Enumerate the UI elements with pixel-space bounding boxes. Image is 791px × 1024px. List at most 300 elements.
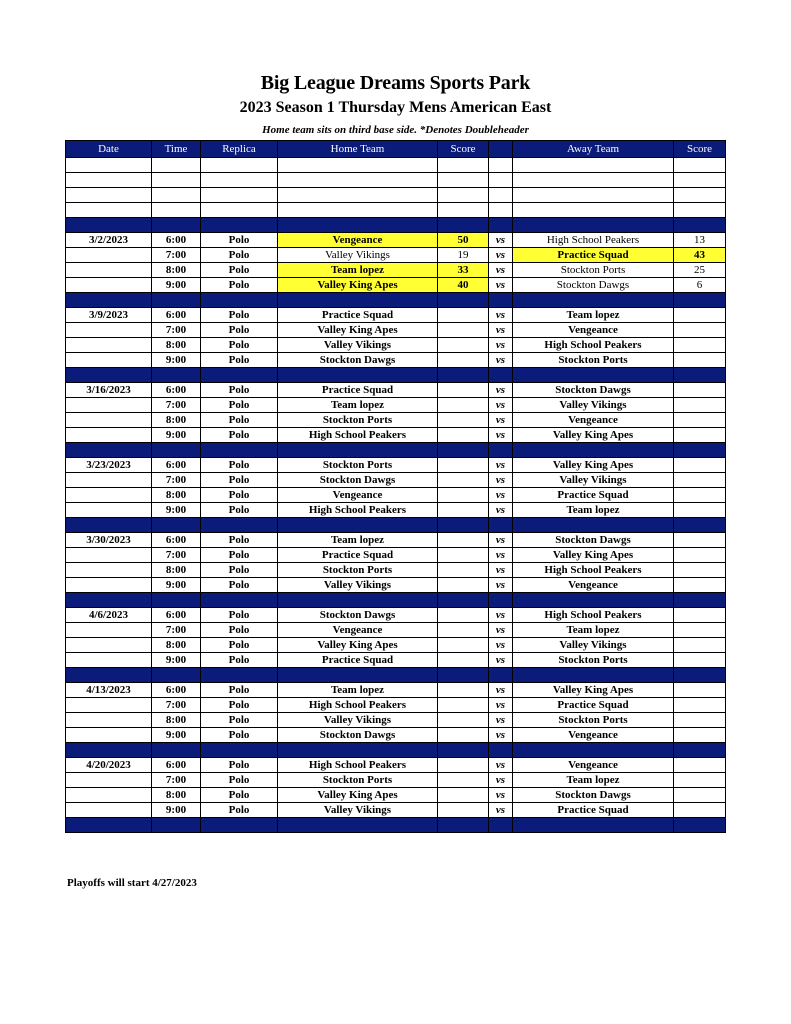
- home-team: Team lopez: [278, 263, 438, 278]
- week-separator: [66, 668, 726, 683]
- vs-label: vs: [489, 533, 513, 548]
- game-date: [66, 428, 152, 443]
- away-score: [674, 533, 726, 548]
- away-team: Practice Squad: [513, 488, 674, 503]
- week-separator-cell: [489, 818, 513, 833]
- game-field: Polo: [201, 623, 278, 638]
- away-team: High School Peakers: [513, 608, 674, 623]
- away-score: [674, 428, 726, 443]
- game-time: 6:00: [152, 233, 201, 248]
- away-score: [674, 458, 726, 473]
- game-time: 7:00: [152, 773, 201, 788]
- game-time: 8:00: [152, 263, 201, 278]
- game-date: [66, 503, 152, 518]
- away-score: [674, 698, 726, 713]
- game-date: 4/20/2023: [66, 758, 152, 773]
- week-separator-cell: [278, 818, 438, 833]
- week-separator-cell: [278, 293, 438, 308]
- vs-label: vs: [489, 278, 513, 293]
- vs-label: vs: [489, 503, 513, 518]
- away-team: Valley King Apes: [513, 458, 674, 473]
- away-score: [674, 608, 726, 623]
- game-row: [66, 233, 726, 248]
- game-row: [66, 563, 726, 578]
- away-team: Team lopez: [513, 773, 674, 788]
- game-field: Polo: [201, 728, 278, 743]
- empty-row-cell: [278, 158, 438, 173]
- empty-row-cell: [278, 173, 438, 188]
- week-separator-cell: [201, 668, 278, 683]
- week-separator-cell: [201, 293, 278, 308]
- game-date: [66, 398, 152, 413]
- away-team: Vengeance: [513, 758, 674, 773]
- week-separator-cell: [201, 368, 278, 383]
- empty-row-cell: [674, 188, 726, 203]
- home-team: High School Peakers: [278, 428, 438, 443]
- game-field: Polo: [201, 278, 278, 293]
- week-separator-cell: [438, 218, 489, 233]
- game-row: [66, 698, 726, 713]
- game-time: 9:00: [152, 353, 201, 368]
- vs-label: vs: [489, 758, 513, 773]
- empty-row-cell: [438, 203, 489, 218]
- away-score: [674, 788, 726, 803]
- week-separator-cell: [513, 743, 674, 758]
- home-team: High School Peakers: [278, 758, 438, 773]
- home-team: Team lopez: [278, 533, 438, 548]
- away-score: [674, 488, 726, 503]
- empty-row: [66, 203, 726, 218]
- empty-row-cell: [438, 158, 489, 173]
- week-separator-cell: [152, 818, 201, 833]
- week-separator-cell: [489, 743, 513, 758]
- week-separator-cell: [152, 668, 201, 683]
- vs-label: vs: [489, 323, 513, 338]
- week-separator-cell: [489, 443, 513, 458]
- game-field: Polo: [201, 233, 278, 248]
- game-row: [66, 473, 726, 488]
- week-separator-cell: [278, 668, 438, 683]
- game-time: 6:00: [152, 758, 201, 773]
- game-time: 8:00: [152, 788, 201, 803]
- game-field: Polo: [201, 563, 278, 578]
- game-time: 7:00: [152, 548, 201, 563]
- week-separator-cell: [278, 593, 438, 608]
- game-date: [66, 623, 152, 638]
- home-score: [438, 383, 489, 398]
- game-time: 7:00: [152, 473, 201, 488]
- home-team: Valley Vikings: [278, 803, 438, 818]
- empty-row-cell: [489, 188, 513, 203]
- empty-row-cell: [66, 173, 152, 188]
- away-team: Stockton Dawgs: [513, 788, 674, 803]
- vs-label: vs: [489, 488, 513, 503]
- game-date: 3/2/2023: [66, 233, 152, 248]
- week-separator-cell: [513, 818, 674, 833]
- week-separator-cell: [489, 518, 513, 533]
- vs-label: vs: [489, 773, 513, 788]
- away-team: Practice Squad: [513, 248, 674, 263]
- away-team: Practice Squad: [513, 803, 674, 818]
- home-score: [438, 533, 489, 548]
- home-team: Valley Vikings: [278, 713, 438, 728]
- week-separator-cell: [278, 443, 438, 458]
- away-team: Stockton Ports: [513, 713, 674, 728]
- home-team: Vengeance: [278, 623, 438, 638]
- week-separator-cell: [674, 593, 726, 608]
- vs-label: vs: [489, 308, 513, 323]
- week-separator: [66, 293, 726, 308]
- game-row: [66, 323, 726, 338]
- week-separator-cell: [489, 668, 513, 683]
- away-score: [674, 713, 726, 728]
- home-team: Valley Vikings: [278, 248, 438, 263]
- week-separator-cell: [152, 368, 201, 383]
- away-score: [674, 653, 726, 668]
- week-separator-cell: [201, 818, 278, 833]
- game-time: 9:00: [152, 428, 201, 443]
- game-field: Polo: [201, 548, 278, 563]
- home-team: Valley Vikings: [278, 578, 438, 593]
- game-time: 8:00: [152, 488, 201, 503]
- week-separator-cell: [66, 593, 152, 608]
- page-subtitle: 2023 Season 1 Thursday Mens American East: [239, 99, 552, 116]
- game-date: [66, 803, 152, 818]
- home-team: Stockton Dawgs: [278, 728, 438, 743]
- week-separator-cell: [438, 368, 489, 383]
- away-team: Valley Vikings: [513, 473, 674, 488]
- week-separator-cell: [438, 293, 489, 308]
- week-separator-cell: [438, 518, 489, 533]
- game-row: [66, 803, 726, 818]
- game-row: [66, 653, 726, 668]
- away-score: [674, 353, 726, 368]
- week-separator-cell: [152, 293, 201, 308]
- week-separator-cell: [438, 668, 489, 683]
- week-separator: [66, 443, 726, 458]
- game-date: [66, 728, 152, 743]
- game-date: [66, 413, 152, 428]
- home-score: [438, 413, 489, 428]
- away-score: [674, 803, 726, 818]
- away-score: [674, 578, 726, 593]
- empty-row-cell: [201, 173, 278, 188]
- game-time: 9:00: [152, 578, 201, 593]
- away-team: Stockton Ports: [513, 353, 674, 368]
- week-separator-cell: [513, 518, 674, 533]
- empty-row-cell: [674, 158, 726, 173]
- game-date: [66, 788, 152, 803]
- home-score: [438, 683, 489, 698]
- home-score: [438, 578, 489, 593]
- empty-row-cell: [489, 158, 513, 173]
- col-header-time: Time: [152, 141, 201, 158]
- week-separator-cell: [674, 818, 726, 833]
- away-team: Stockton Dawgs: [513, 383, 674, 398]
- game-field: Polo: [201, 533, 278, 548]
- game-field: Polo: [201, 758, 278, 773]
- vs-label: vs: [489, 698, 513, 713]
- col-header-home-team: Home Team: [278, 141, 438, 158]
- home-score: [438, 698, 489, 713]
- col-header-away-team: Away Team: [513, 141, 674, 158]
- game-row: [66, 488, 726, 503]
- home-score: [438, 353, 489, 368]
- home-team: Valley King Apes: [278, 323, 438, 338]
- away-team: Vengeance: [513, 323, 674, 338]
- away-team: High School Peakers: [513, 233, 674, 248]
- home-score: [438, 758, 489, 773]
- empty-row-cell: [674, 203, 726, 218]
- vs-label: vs: [489, 803, 513, 818]
- vs-label: vs: [489, 638, 513, 653]
- game-date: [66, 488, 152, 503]
- home-team: Stockton Ports: [278, 413, 438, 428]
- game-time: 9:00: [152, 803, 201, 818]
- away-score: [674, 473, 726, 488]
- schedule-body: [66, 158, 726, 833]
- game-row: [66, 458, 726, 473]
- game-field: Polo: [201, 353, 278, 368]
- week-separator-cell: [513, 443, 674, 458]
- home-score: 19: [438, 248, 489, 263]
- vs-label: vs: [489, 578, 513, 593]
- game-field: Polo: [201, 788, 278, 803]
- game-field: Polo: [201, 803, 278, 818]
- week-separator-cell: [201, 443, 278, 458]
- game-time: 8:00: [152, 413, 201, 428]
- game-date: [66, 323, 152, 338]
- home-team: Team lopez: [278, 398, 438, 413]
- week-separator-cell: [201, 743, 278, 758]
- away-score: [674, 413, 726, 428]
- empty-row-cell: [66, 158, 152, 173]
- game-field: Polo: [201, 683, 278, 698]
- game-row: [66, 413, 726, 428]
- col-header-vs: [489, 141, 513, 158]
- game-time: 7:00: [152, 698, 201, 713]
- week-separator-cell: [674, 368, 726, 383]
- game-row: [66, 758, 726, 773]
- game-field: Polo: [201, 473, 278, 488]
- game-time: 8:00: [152, 563, 201, 578]
- week-separator-cell: [489, 368, 513, 383]
- playoffs-note: Playoffs will start 4/27/2023: [67, 877, 197, 889]
- home-score: [438, 308, 489, 323]
- week-separator-cell: [489, 593, 513, 608]
- away-team: Valley King Apes: [513, 428, 674, 443]
- game-date: 3/30/2023: [66, 533, 152, 548]
- empty-row-cell: [201, 158, 278, 173]
- home-team: Vengeance: [278, 488, 438, 503]
- vs-label: vs: [489, 353, 513, 368]
- away-score: 6: [674, 278, 726, 293]
- game-row: [66, 578, 726, 593]
- home-team: Stockton Ports: [278, 458, 438, 473]
- home-score: [438, 338, 489, 353]
- game-row: [66, 353, 726, 368]
- game-time: 9:00: [152, 503, 201, 518]
- game-field: Polo: [201, 413, 278, 428]
- vs-label: vs: [489, 383, 513, 398]
- empty-row-cell: [278, 203, 438, 218]
- game-field: Polo: [201, 608, 278, 623]
- home-team: Stockton Dawgs: [278, 353, 438, 368]
- page-title: Big League Dreams Sports Park: [260, 72, 531, 94]
- home-team: High School Peakers: [278, 503, 438, 518]
- week-separator-cell: [489, 293, 513, 308]
- week-separator-cell: [674, 668, 726, 683]
- week-separator-cell: [152, 593, 201, 608]
- vs-label: vs: [489, 788, 513, 803]
- empty-row-cell: [438, 188, 489, 203]
- away-score: [674, 308, 726, 323]
- empty-row-cell: [674, 173, 726, 188]
- home-score: 40: [438, 278, 489, 293]
- empty-row-cell: [66, 203, 152, 218]
- game-time: 9:00: [152, 653, 201, 668]
- home-score: [438, 608, 489, 623]
- vs-label: vs: [489, 713, 513, 728]
- home-score: [438, 773, 489, 788]
- vs-label: vs: [489, 233, 513, 248]
- week-separator-cell: [513, 293, 674, 308]
- home-team: Practice Squad: [278, 383, 438, 398]
- empty-row: [66, 188, 726, 203]
- home-score: [438, 653, 489, 668]
- home-score: [438, 428, 489, 443]
- week-separator-cell: [438, 593, 489, 608]
- away-score: [674, 338, 726, 353]
- game-row: [66, 383, 726, 398]
- game-row: [66, 263, 726, 278]
- away-team: Stockton Dawgs: [513, 533, 674, 548]
- week-separator: [66, 218, 726, 233]
- away-team: Stockton Ports: [513, 263, 674, 278]
- game-field: Polo: [201, 713, 278, 728]
- week-separator-cell: [278, 218, 438, 233]
- home-score: [438, 548, 489, 563]
- week-separator-cell: [674, 443, 726, 458]
- vs-label: vs: [489, 398, 513, 413]
- game-row: [66, 278, 726, 293]
- game-date: [66, 578, 152, 593]
- game-row: [66, 503, 726, 518]
- away-team: Stockton Dawgs: [513, 278, 674, 293]
- home-score: 33: [438, 263, 489, 278]
- week-separator-cell: [278, 518, 438, 533]
- game-field: Polo: [201, 338, 278, 353]
- week-separator-cell: [674, 218, 726, 233]
- vs-label: vs: [489, 683, 513, 698]
- game-field: Polo: [201, 308, 278, 323]
- game-time: 7:00: [152, 323, 201, 338]
- game-field: Polo: [201, 503, 278, 518]
- vs-label: vs: [489, 728, 513, 743]
- away-score: 43: [674, 248, 726, 263]
- game-date: [66, 278, 152, 293]
- col-header-date: Date: [66, 141, 152, 158]
- week-separator-cell: [66, 368, 152, 383]
- game-field: Polo: [201, 248, 278, 263]
- week-separator-cell: [438, 818, 489, 833]
- game-field: Polo: [201, 653, 278, 668]
- week-separator-cell: [66, 293, 152, 308]
- game-field: Polo: [201, 398, 278, 413]
- game-row: [66, 308, 726, 323]
- week-separator-cell: [513, 368, 674, 383]
- home-team: Stockton Ports: [278, 773, 438, 788]
- game-date: [66, 353, 152, 368]
- away-score: [674, 548, 726, 563]
- game-date: [66, 473, 152, 488]
- empty-row-cell: [513, 173, 674, 188]
- game-field: Polo: [201, 458, 278, 473]
- empty-row: [66, 158, 726, 173]
- week-separator-cell: [513, 668, 674, 683]
- away-score: [674, 773, 726, 788]
- game-time: 6:00: [152, 383, 201, 398]
- game-field: Polo: [201, 263, 278, 278]
- home-score: [438, 623, 489, 638]
- week-separator: [66, 368, 726, 383]
- game-date: [66, 263, 152, 278]
- away-score: 13: [674, 233, 726, 248]
- week-separator-cell: [66, 218, 152, 233]
- vs-label: vs: [489, 338, 513, 353]
- col-header-home-score: Score: [438, 141, 489, 158]
- game-row: [66, 683, 726, 698]
- week-separator-cell: [278, 743, 438, 758]
- home-score: 50: [438, 233, 489, 248]
- week-separator-cell: [201, 593, 278, 608]
- game-time: 6:00: [152, 683, 201, 698]
- game-time: 6:00: [152, 608, 201, 623]
- game-row: [66, 548, 726, 563]
- home-score: [438, 638, 489, 653]
- game-field: Polo: [201, 638, 278, 653]
- home-team: Practice Squad: [278, 653, 438, 668]
- game-row: [66, 248, 726, 263]
- away-score: 25: [674, 263, 726, 278]
- game-row: [66, 638, 726, 653]
- game-field: Polo: [201, 698, 278, 713]
- week-separator-cell: [513, 593, 674, 608]
- vs-label: vs: [489, 248, 513, 263]
- game-date: [66, 698, 152, 713]
- game-field: Polo: [201, 773, 278, 788]
- week-separator-cell: [674, 518, 726, 533]
- col-header-away-score: Score: [674, 141, 726, 158]
- game-time: 8:00: [152, 713, 201, 728]
- week-separator-cell: [152, 443, 201, 458]
- empty-row: [66, 173, 726, 188]
- game-date: [66, 548, 152, 563]
- week-separator-cell: [438, 743, 489, 758]
- game-time: 7:00: [152, 248, 201, 263]
- game-field: Polo: [201, 488, 278, 503]
- week-separator-cell: [278, 368, 438, 383]
- week-separator-cell: [66, 818, 152, 833]
- week-separator-cell: [438, 443, 489, 458]
- week-separator-cell: [201, 218, 278, 233]
- vs-label: vs: [489, 473, 513, 488]
- game-date: [66, 248, 152, 263]
- game-field: Polo: [201, 323, 278, 338]
- home-team: Stockton Dawgs: [278, 608, 438, 623]
- game-date: [66, 338, 152, 353]
- game-time: 9:00: [152, 278, 201, 293]
